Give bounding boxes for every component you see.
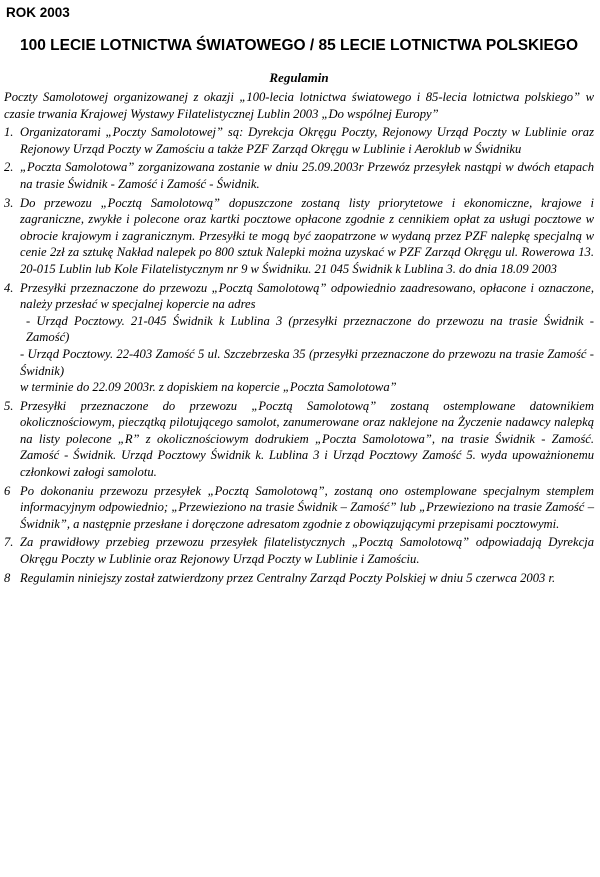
rule-body	[20, 280, 594, 396]
rule-number: 6	[4, 483, 11, 498]
rule-number: 3.	[4, 195, 14, 210]
regulations-heading: Regulamin	[269, 70, 329, 85]
rule-item-4	[4, 280, 594, 396]
rule-number: 5.	[4, 398, 14, 413]
year-label: ROK 2003	[6, 5, 70, 20]
rule-number: 1.	[4, 125, 14, 140]
rule-text: Przesyłki przeznaczone do przewozu „Pocztą Samolotową” odpowiednio zaadresowano, opłacone i oznaczone, należy przesłać w specjalnej kopercie na adres	[20, 280, 594, 312]
rule-number: 7.	[4, 535, 14, 550]
rule-item-2	[4, 159, 594, 192]
address-zamosc: - Urząd Pocztowy. 22-403 Zamość 5 ul. Szczebrzeska 35 (przesyłki przeznaczone do przewozu na trasie Zamość - Świdnik)	[20, 346, 594, 378]
rule-text: „Poczta Samolotowa” zorganizowana zostanie w dniu 25.09.2003r Przewóz przesyłek nastąpi w dwóch etapach na trasie Świdnik - Zamość i Zamość - Świdnik.	[20, 160, 594, 191]
rule-text: Do przewozu „Pocztą Samolotową” dopuszczone zostaną listy priorytetowe i ekonomiczne, krajowe i zagraniczne, zwykłe i polecone oraz kartki pocztowe opłacone zgodnie z cennikiem opłat za usługi pocztowe w obrocie krajowym i zagranicznym. Przesyłki te mogą być zaopatrzone w wydaną przez PZF nalepkę specjalną w cenie 2zł za sztukę Nakład nalepek po 800 sztuk Nalepki można uzyskać w PZF Zarząd Okręgu ul. Rowerowa 13. 20-015 Lublin lub Kole Filatelistycznym nr 9 w Świdniku. 21 045 Świdnik k Lublina 3. do dnia 18.09 2003	[20, 195, 594, 276]
rule-text: Organizatorami „Poczty Samolotowej” są: Dyrekcja Okręgu Poczty, Rejonowy Urząd Poczty w Lublinie oraz Rejonowy Urząd Poczty w Zamościu a także PZF Zarząd Okręgu w Lublinie i Aeroklub w Świdniku	[20, 125, 594, 156]
rule-text: Przesyłki przeznaczone do przewozu „Pocztą Samolotową” zostaną ostemplowane datownikiem okolicznościowym, pieczątką pilotującego samolot, zanumerowane oraz naklejone na Życzenie nadawcy nalepką na listy polecone „R” z okolicznościowym dodrukiem „Poczta Samolotowa”, na trasie Świdnik - Zamość. Zamość - Świdnik. Urząd Pocztowy Świdnik k. Lublina 3 i Urząd Pocztowy Zamość 5. wyda upoważnionemu członkowi załogi samolotu.	[20, 398, 594, 480]
rule-item-3	[4, 195, 594, 278]
rule-item-5	[4, 398, 594, 481]
rule-item-1	[4, 124, 594, 157]
rule-text: Regulamin niniejszy został zatwierdzony przez Centralny Zarząd Poczty Polskiej w dniu 5 czerwca 2003 r.	[20, 570, 556, 585]
rule-number: 4.	[4, 280, 14, 295]
page-title: 100 LECIE LOTNICTWA ŚWIATOWEGO / 85 LECIE LOTNICTWA POLSKIEGO	[19, 37, 579, 54]
regulations-intro: Poczty Samolotowej organizowanej z okazji „100-lecia lotnictwa światowego i 85-lecia lotnictwa polskiego” w czasie trwania Krajowej Wystawy Filatelistycznej Lublin 2003 „Do wspólnej Europy”	[4, 90, 594, 121]
rule-number: 8	[4, 570, 11, 585]
rule-item-8	[4, 570, 594, 587]
rule-item-7	[4, 534, 594, 567]
rule-number: 2.	[4, 160, 14, 175]
address-swidnik: - Urząd Pocztowy. 21-045 Świdnik k Lublina 3 (przesyłki przeznaczone do przewozu na trasie Świdnik - Zamość)	[26, 313, 594, 345]
rule-text: Po dokonaniu przewozu przesyłek „Pocztą Samolotową”, zostaną ono ostemplowane specjalnym stemplem informacyjnym odpowiednio; „Przewieziono na trasie Świdnik – Zamość” lub „Przewieziono na trasie Zamość – Świdnik”, a następnie przesłane i doręczone adresatom zgodnie z obowiązującymi przepisami pocztowymi.	[20, 483, 594, 531]
rule-text: Za prawidłowy przebieg przewozu przesyłek filatelistycznych „Pocztą Samolotową” odpowiadają Dyrekcja Okręgu Poczty w Lublinie oraz Rejonowy Urząd Poczty w Lublinie i Zamościu.	[20, 535, 594, 567]
rule-item-6	[4, 483, 594, 533]
deadline-note: w terminie do 22.09 2003r. z dopiskiem na kopercie „Poczta Samolotowa”	[20, 380, 397, 395]
regulations-section	[4, 70, 594, 586]
